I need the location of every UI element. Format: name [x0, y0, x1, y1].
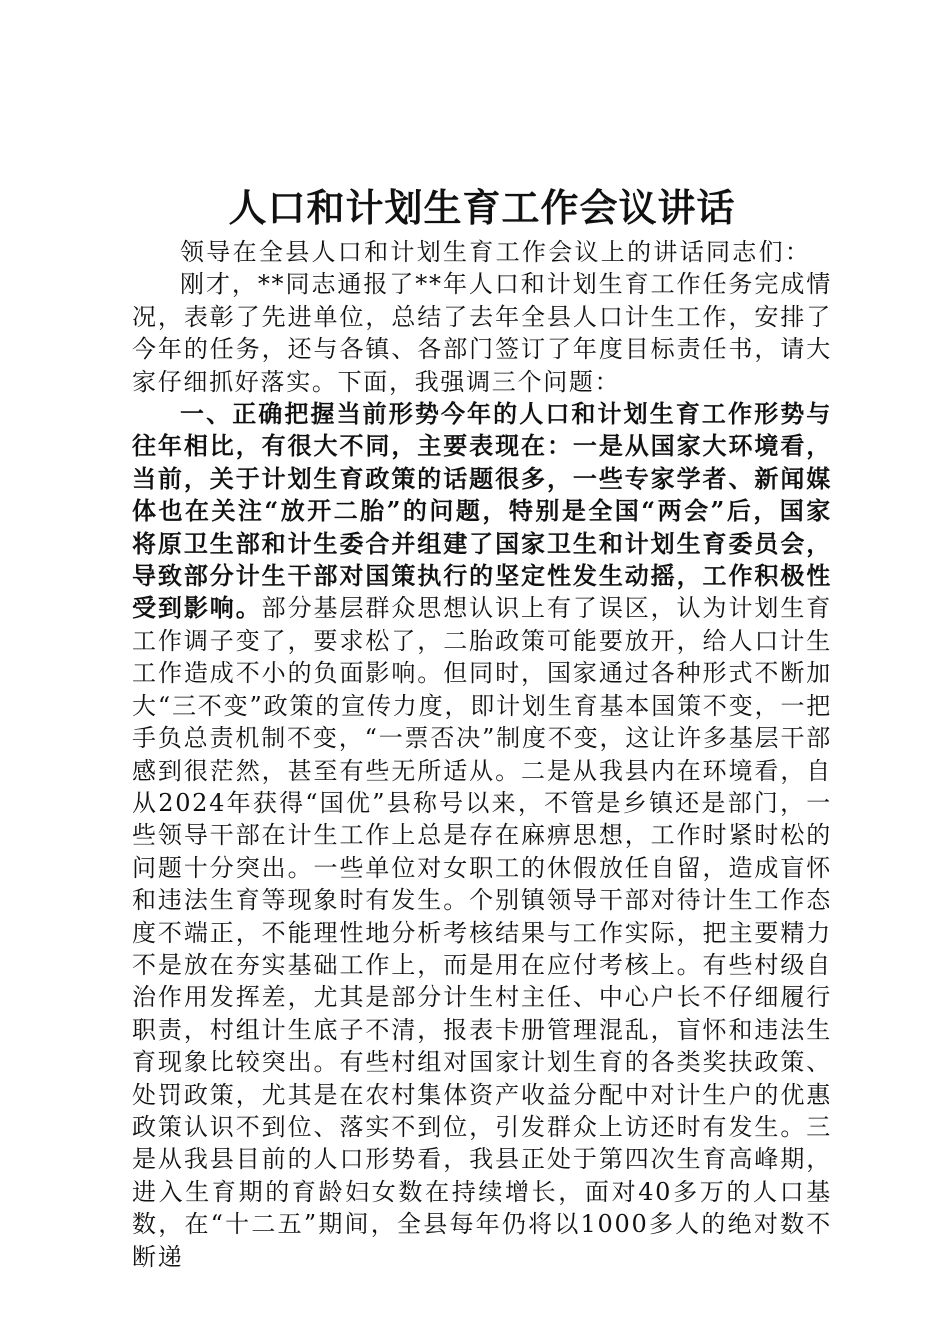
section-one-heading: 一、正确把握当前形势今年的人口和计划生育工作形势与往年相比，有很大不同，主要表现在：一是从国家大环境看，当前，关于计划生育政策的话题很多，一些专家学者、新闻媒体也在关注“放开二胎”的问题，特别是全国“两会”后，国家将原卫生部和计生委合并组建了国家卫生和计划生育委员会，导致部分计生干部对国策执行的坚定性发生动摇，工作积极性受到影响。: [132, 399, 832, 623]
document-page: [132, 180, 832, 1273]
document-title: 人口和计划生育工作会议讲话: [228, 185, 736, 230]
intro-paragraph: 刚才，**同志通报了**年人口和计划生育工作任务完成情况，表彰了先进单位，总结了去年全县人口计生工作，安排了今年的任务，还与各镇、各部门签订了年度目标责任书，请大家仔细抓好落实。下面，我强调三个问题：: [132, 270, 832, 396]
salutation-paragraph: 领导在全县人口和计划生育工作会议上的讲话同志们：: [180, 238, 812, 266]
section-one-paragraph: [132, 398, 832, 1273]
section-one-body: 部分基层群众思想认识上有了误区，认为计划生育工作调子变了，要求松了，二胎政策可能要放开，给人口计生工作造成不小的负面影响。但同时，国家通过各种形式不断加大“三不变”政策的宣传力度，即计划生育基本国策不变，一把手负总责机制不变，“一票否决”制度不变，这让许多基层干部感到很茫然，甚至有些无所适从。二是从我县内在环境看，自从2024年获得“国优”县称号以来，不管是乡镇还是部门，一些领导干部在计生工作上总是存在麻痹思想，工作时紧时松的问题十分突出。一些单位对女职工的休假放任自留，造成盲怀和违法生育等现象时有发生。个别镇领导干部对待计生工作态度不端正，不能理性地分析考核结果与工作实际，把主要精力不是放在夯实基础工作上，而是用在应付考核上。有些村级自治作用发挥差，尤其是部分计生村主任、中心户长不仔细履行职责，村组计生底子不清，报表卡册管理混乱，盲怀和违法生育现象比较突出。有些村组对国家计划生育的各类奖扶政策、处罚政策，尤其是在农村集体资产收益分配中对计生户的优惠政策认识不到位、落实不到位，引发群众上访还时有发生。三是从我县目前的人口形势看，我县正处于第四次生育高峰期，进入生育期的育龄妇女数在持续增长，面对40多万的人口基数，在“十二五”期间，全县每年仍将以1000多人的绝对数不断递: [132, 594, 832, 1271]
